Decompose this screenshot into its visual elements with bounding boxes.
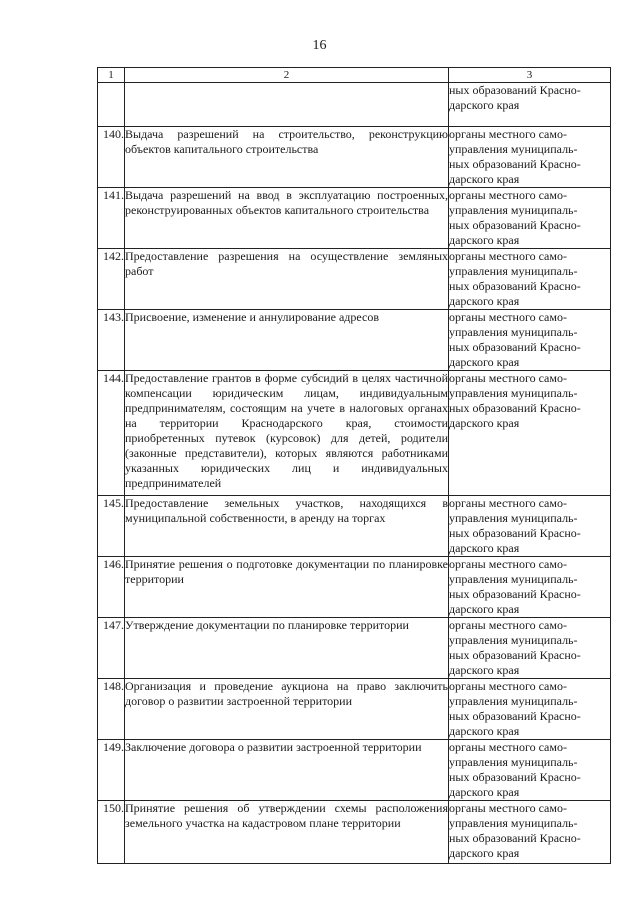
service-name: Предоставление грантов в форме субсидий в целях частичной компенсации юридическим лицам, индивидуальным предпринимателям, состоящим на учете в налоговых органах на территории Краснодарского края, стоимости приобретенных путевок (курсовок) для детей, родители (законные представители), которых являются работниками указанных юридических лиц и индивидуальных предпринимателей bbox=[125, 371, 449, 496]
table-row bbox=[98, 557, 611, 618]
row-number: 150. bbox=[98, 801, 125, 864]
continuation-org-line: ных образований Красно- bbox=[449, 83, 581, 97]
row-number: 142. bbox=[98, 249, 125, 310]
row-number: 149. bbox=[98, 740, 125, 801]
responsible-body bbox=[449, 127, 611, 188]
row-number: 148. bbox=[98, 679, 125, 740]
responsible-body-line: дарского края bbox=[449, 663, 520, 677]
responsible-body-line: органы местного само- bbox=[449, 740, 567, 754]
row-number: 140. bbox=[98, 127, 125, 188]
responsible-body-line: ных образований Красно- bbox=[449, 218, 581, 232]
service-name: Предоставление земельных участков, находящихся в муниципальной собственности, в аренду на торгах bbox=[125, 496, 449, 557]
table-row bbox=[98, 496, 611, 557]
responsible-body-line: управления муниципаль- bbox=[449, 386, 578, 400]
row-number: 145. bbox=[98, 496, 125, 557]
service-name: Выдача разрешений на ввод в эксплуатацию построенных, реконструированных объектов капитального строительства bbox=[125, 188, 449, 249]
responsible-body-line: дарского края bbox=[449, 294, 520, 308]
table-row bbox=[98, 371, 611, 496]
header-col-2: 2 bbox=[125, 68, 449, 83]
responsible-body bbox=[449, 679, 611, 740]
service-name: Принятие решения о подготовке документации по планировке территории bbox=[125, 557, 449, 618]
responsible-body-line: управления муниципаль- bbox=[449, 694, 578, 708]
table-header-row bbox=[98, 68, 611, 83]
row-number: 144. bbox=[98, 371, 125, 496]
responsible-body-line: дарского края bbox=[449, 233, 520, 247]
page-number: 16 bbox=[312, 38, 327, 53]
responsible-body-line: органы местного само- bbox=[449, 371, 567, 385]
responsible-body-line: дарского края bbox=[449, 602, 520, 616]
continuation-org-line: дарского края bbox=[449, 98, 520, 112]
responsible-body-line: управления муниципаль- bbox=[449, 511, 578, 525]
responsible-body-line: дарского края bbox=[449, 416, 520, 430]
row-number: 143. bbox=[98, 310, 125, 371]
responsible-body-line: ных образований Красно- bbox=[449, 340, 581, 354]
responsible-body-line: органы местного само- bbox=[449, 188, 567, 202]
service-name: Организация и проведение аукциона на право заключить договор о развитии застроенной территории bbox=[125, 679, 449, 740]
service-name: Присвоение, изменение и аннулирование адресов bbox=[125, 310, 449, 371]
responsible-body bbox=[449, 371, 611, 496]
row-number: 147. bbox=[98, 618, 125, 679]
table-row bbox=[98, 740, 611, 801]
responsible-body-line: дарского края bbox=[449, 785, 520, 799]
responsible-body-line: органы местного само- bbox=[449, 679, 567, 693]
responsible-body-line: ных образований Красно- bbox=[449, 157, 581, 171]
responsible-body-line: управления муниципаль- bbox=[449, 572, 578, 586]
responsible-body-line: дарского края bbox=[449, 172, 520, 186]
responsible-body-line: органы местного само- bbox=[449, 310, 567, 324]
table-row bbox=[98, 249, 611, 310]
table-row bbox=[98, 188, 611, 249]
responsible-body bbox=[449, 310, 611, 371]
responsible-body-line: ных образований Красно- bbox=[449, 709, 581, 723]
responsible-body-line: дарского края bbox=[449, 541, 520, 555]
responsible-body-line: управления муниципаль- bbox=[449, 142, 578, 156]
responsible-body bbox=[449, 618, 611, 679]
responsible-body-line: управления муниципаль- bbox=[449, 325, 578, 339]
service-name: Принятие решения об утверждении схемы расположения земельного участка на кадастровом плане территории bbox=[125, 801, 449, 864]
responsible-body-line: управления муниципаль- bbox=[449, 633, 578, 647]
responsible-body bbox=[449, 249, 611, 310]
header-col-3: 3 bbox=[449, 68, 611, 83]
service-name: Предоставление разрешения на осуществление земляных работ bbox=[125, 249, 449, 310]
responsible-body-line: ных образований Красно- bbox=[449, 526, 581, 540]
header-col-1: 1 bbox=[98, 68, 125, 83]
service-name: Утверждение документации по планировке территории bbox=[125, 618, 449, 679]
responsible-body-line: органы местного само- bbox=[449, 127, 567, 141]
responsible-body-line: управления муниципаль- bbox=[449, 755, 578, 769]
continuation-num bbox=[98, 83, 125, 127]
service-name: Заключение договора о развитии застроенной территории bbox=[125, 740, 449, 801]
responsible-body bbox=[449, 557, 611, 618]
responsible-body-line: ных образований Красно- bbox=[449, 587, 581, 601]
responsible-body bbox=[449, 496, 611, 557]
responsible-body-line: управления муниципаль- bbox=[449, 816, 578, 830]
responsible-body-line: ных образований Красно- bbox=[449, 648, 581, 662]
responsible-body-line: органы местного само- bbox=[449, 557, 567, 571]
table-row bbox=[98, 127, 611, 188]
responsible-body-line: органы местного само- bbox=[449, 496, 567, 510]
table-row bbox=[98, 618, 611, 679]
responsible-body bbox=[449, 188, 611, 249]
responsible-body bbox=[449, 801, 611, 864]
responsible-body-line: ных образований Красно- bbox=[449, 401, 581, 415]
service-name: Выдача разрешений на строительство, реконструкцию объектов капитального строительства bbox=[125, 127, 449, 188]
responsible-body-line: дарского края bbox=[449, 846, 520, 860]
table-row bbox=[98, 679, 611, 740]
table-row bbox=[98, 801, 611, 864]
responsible-body-line: ных образований Красно- bbox=[449, 831, 581, 845]
row-number: 146. bbox=[98, 557, 125, 618]
table-row bbox=[98, 310, 611, 371]
continuation-name bbox=[125, 83, 449, 127]
responsible-body-line: ных образований Красно- bbox=[449, 770, 581, 784]
services-table bbox=[97, 67, 611, 864]
responsible-body-line: дарского края bbox=[449, 355, 520, 369]
responsible-body bbox=[449, 740, 611, 801]
responsible-body-line: дарского края bbox=[449, 724, 520, 738]
row-number: 141. bbox=[98, 188, 125, 249]
responsible-body-line: управления муниципаль- bbox=[449, 203, 578, 217]
continuation-row bbox=[98, 83, 611, 127]
responsible-body-line: ных образований Красно- bbox=[449, 279, 581, 293]
continuation-org bbox=[449, 83, 611, 127]
responsible-body-line: органы местного само- bbox=[449, 618, 567, 632]
responsible-body-line: управления муниципаль- bbox=[449, 264, 578, 278]
responsible-body-line: органы местного само- bbox=[449, 801, 567, 815]
responsible-body-line: органы местного само- bbox=[449, 249, 567, 263]
